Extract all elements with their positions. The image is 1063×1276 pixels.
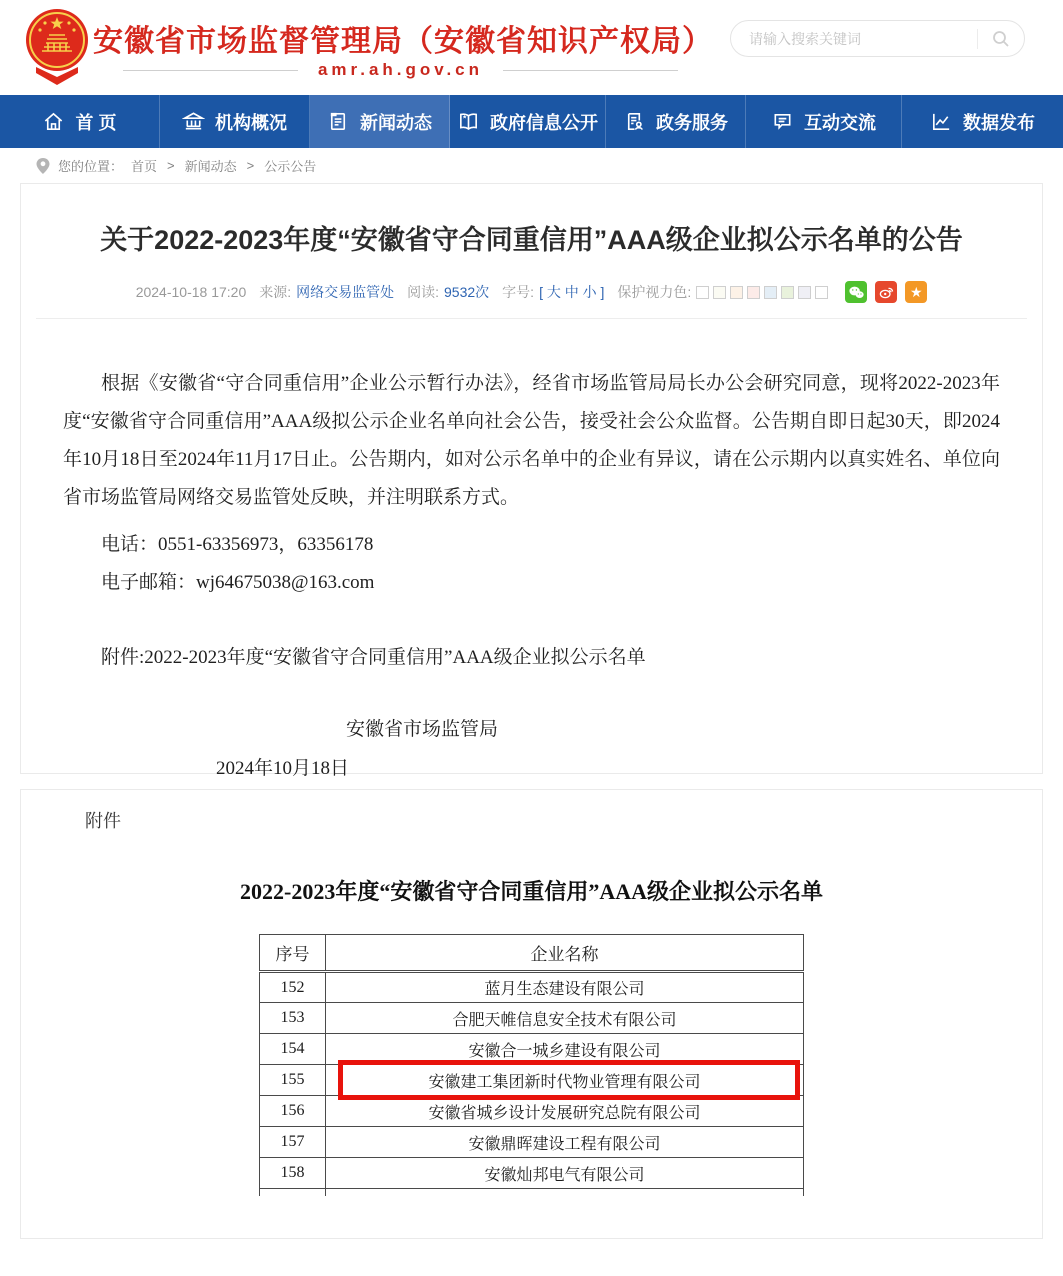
breadcrumb-separator: >: [167, 158, 175, 173]
home-icon: [42, 110, 65, 133]
row-no: 155: [260, 1065, 326, 1096]
breadcrumb-prefix: 您的位置：: [58, 159, 124, 174]
row-no: 152: [260, 972, 326, 1003]
main-nav: [0, 95, 1063, 148]
fontsize-label: 字号:: [502, 284, 535, 300]
contact-email: 电子邮箱：wj64675038@163.com: [101, 572, 375, 593]
company-name: 安徽灿邦电气有限公司: [326, 1158, 804, 1189]
eyecare-swatch[interactable]: [815, 286, 828, 299]
nav-item-interaction[interactable]: [746, 95, 902, 148]
domain-rule-left: [123, 70, 298, 71]
table-row: [260, 1127, 804, 1158]
row-no: 156: [260, 1096, 326, 1127]
breadcrumb-home-link[interactable]: 首页: [131, 159, 158, 174]
info-disclosure-icon: [457, 110, 480, 133]
company-name: 安徽合一城乡建设有限公司: [326, 1034, 804, 1065]
breadcrumb-current: 公示公告: [264, 159, 317, 174]
attachment-container: [20, 789, 1043, 1239]
breadcrumb: [0, 148, 1063, 183]
source-label: 来源:: [259, 284, 292, 300]
views-value: 9532次: [444, 284, 490, 300]
search-box[interactable]: [730, 20, 1025, 57]
breadcrumb-separator: >: [246, 158, 255, 173]
table-row-cutoff: [260, 1189, 804, 1196]
table-row: [260, 1096, 804, 1127]
search-icon: [991, 29, 1011, 49]
article-title: 关于2022-2023年度“安徽省守合同重信用”AAA级企业拟公示名单的公告: [100, 225, 963, 255]
table-row: [260, 1034, 804, 1065]
nav-label: 新闻动态: [360, 112, 432, 133]
eyecare-swatch[interactable]: [781, 286, 794, 299]
national-emblem-logo: [22, 7, 92, 89]
company-table: [259, 934, 804, 1196]
attachment-label: 附件: [85, 811, 121, 831]
column-header-company: 企业名称: [326, 935, 804, 972]
contact-phone: 电话：0551-63356973，63356178: [101, 534, 374, 555]
nav-label: 政务服务: [656, 112, 728, 133]
search-button[interactable]: [978, 29, 1024, 49]
fontsize-options[interactable]: [ 大 中 小 ]: [539, 284, 605, 300]
views-label: 阅读:: [407, 284, 440, 300]
table-row: [260, 1003, 804, 1034]
nav-item-home[interactable]: [0, 95, 160, 148]
table-row: [260, 972, 804, 1003]
company-name: 安徽鼎晖建设工程有限公司: [326, 1127, 804, 1158]
eyecare-swatch[interactable]: [730, 286, 743, 299]
eyecare-swatch[interactable]: [747, 286, 760, 299]
site-title: 安徽省市场监督管理局（安徽省知识产权局）: [93, 25, 713, 58]
breadcrumb-news-link[interactable]: 新闻动态: [184, 159, 237, 174]
row-no: 153: [260, 1003, 326, 1034]
institution-icon: [182, 110, 205, 133]
nav-label: 首 页: [75, 112, 117, 133]
services-icon: [623, 110, 646, 133]
weibo-share-icon[interactable]: [875, 281, 897, 303]
nav-label: 互动交流: [804, 112, 876, 133]
table-row-highlighted: [260, 1065, 804, 1096]
eyecare-swatch[interactable]: [713, 286, 726, 299]
domain-rule-right: [503, 70, 678, 71]
favorite-star-icon[interactable]: ★: [905, 281, 927, 303]
nav-label: 机构概况: [215, 112, 287, 133]
source-value[interactable]: 网络交易监管处: [296, 284, 395, 300]
nav-item-data[interactable]: [902, 95, 1063, 148]
nav-item-news[interactable]: [310, 95, 450, 148]
news-icon: [327, 110, 350, 133]
site-header: [0, 0, 1063, 95]
signature-date: 2024年10月18日: [216, 758, 350, 779]
search-input[interactable]: 请输入搜索关键词: [749, 30, 861, 47]
wechat-share-icon[interactable]: [845, 281, 867, 303]
company-name: 蓝月生态建设有限公司: [326, 972, 804, 1003]
eyecare-swatch[interactable]: [764, 286, 777, 299]
row-no: 157: [260, 1127, 326, 1158]
meta-divider: [36, 318, 1027, 319]
table-header-row: [260, 935, 804, 972]
column-header-no: 序号: [260, 935, 326, 972]
eyecare-swatches: [696, 286, 828, 299]
location-pin-icon: [36, 158, 50, 174]
nav-label: 数据发布: [963, 112, 1035, 133]
row-no: 154: [260, 1034, 326, 1065]
nav-item-services[interactable]: [606, 95, 746, 148]
nav-label: 政府信息公开: [490, 112, 598, 133]
eyecare-swatch[interactable]: [696, 286, 709, 299]
share-icons: [845, 281, 927, 303]
article-body: [21, 365, 1042, 788]
article-paragraph: 根据《安徽省“守合同重信用”企业公示暂行办法》，经省市场监管局局长办公会研究同意，现将2022-2023年度“安徽省守合同重信用”AAA级拟公示企业名单向社会公告，接受社会公众监督。公告期自即日起30天，即2024年10月18日至2024年11月17日止。公告期内，如对公示名单中的企业有异议，请在公示期内以真实姓名、单位向省市场监管局网络交易监管处反映，并注明联系方式。: [63, 373, 1000, 508]
site-domain-row: [93, 60, 708, 80]
eyecare-label: 保护视力色:: [617, 284, 692, 300]
interaction-icon: [771, 110, 794, 133]
data-icon: [930, 110, 953, 133]
site-domain: amr.ah.gov.cn: [317, 60, 484, 79]
attachment-reference-line[interactable]: 附件:2022-2023年度“安徽省守合同重信用”AAA级企业拟公示名单: [101, 647, 646, 668]
article-container: [20, 183, 1043, 779]
nav-item-info-disclosure[interactable]: [450, 95, 606, 148]
article-meta: [21, 281, 1042, 303]
nav-item-overview[interactable]: [160, 95, 310, 148]
attachment-title: 2022-2023年度“安徽省守合同重信用”AAA级企业拟公示名单: [240, 879, 823, 904]
publish-datetime: 2024-10-18 17:20: [135, 284, 247, 300]
company-name: 合肥天帷信息安全技术有限公司: [326, 1003, 804, 1034]
row-no: 158: [260, 1158, 326, 1189]
company-name-highlighted: 安徽建工集团新时代物业管理有限公司: [326, 1065, 804, 1096]
company-name: 安徽省城乡设计发展研究总院有限公司: [326, 1096, 804, 1127]
signature-agency: 安徽省市场监管局: [346, 719, 499, 740]
table-row: [260, 1158, 804, 1189]
eyecare-swatch[interactable]: [798, 286, 811, 299]
